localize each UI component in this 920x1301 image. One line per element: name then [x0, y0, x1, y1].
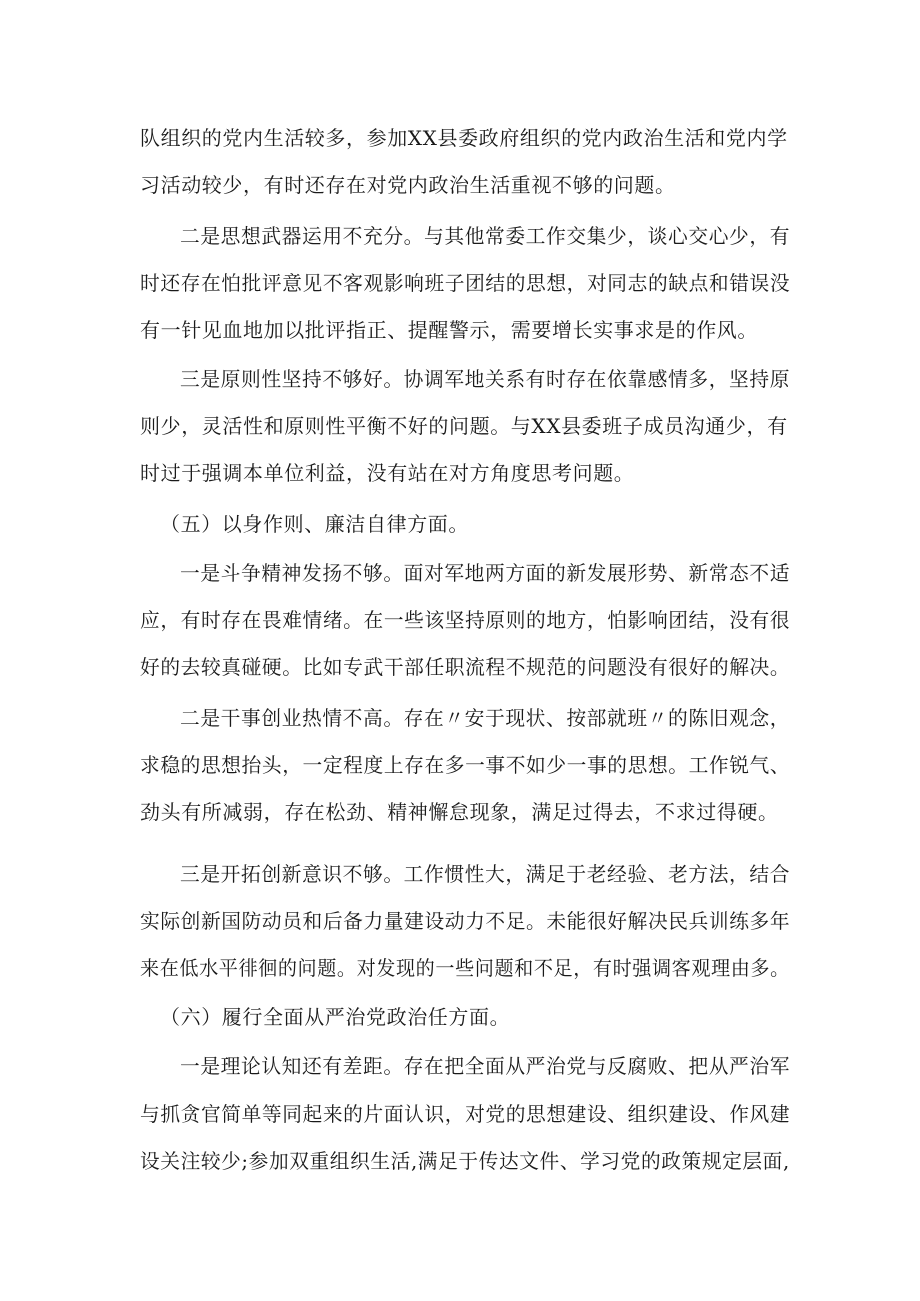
- section-heading: （六）履行全面从严治党政治任方面。: [160, 1005, 511, 1029]
- text-line: 设关注较少;参加双重组织生活,满足于传达文件、学习党的政策规定层面,: [140, 1149, 790, 1173]
- text-line: 习活动较少，有时还存在对党内政治生活重视不够的问题。: [140, 173, 676, 197]
- text-line: 来在低水平徘徊的问题。对发现的一些问题和不足，有时强调客观理由多。: [140, 956, 790, 980]
- text-line: 二是思想武器运用不充分。与其他常委工作交集少，谈心交心少，有: [180, 224, 791, 248]
- text-line: 时还存在怕批评意见不客观影响班子团结的思想，对同志的缺点和错误没: [140, 271, 791, 295]
- text-line: 劲头有所减弱，存在松劲、精神懈怠现象，满足过得去，不求过得硬。: [140, 800, 779, 824]
- text-line: 队组织的党内生活较多，参加XX县委政府组织的党内政治生活和党内学: [140, 126, 788, 150]
- text-line: 一是理论认知还有差距。存在把全面从严治党与反腐败、把从严治军: [180, 1054, 791, 1078]
- text-line: 则少，灵活性和原则性平衡不好的问题。与XX县委班子成员沟通少，有: [140, 414, 788, 438]
- text-line: 有一针见血地加以批评指正、提醒警示，需要增长实事求是的作风。: [140, 318, 758, 342]
- text-line: 实际创新国防动员和后备力量建设动力不足。未能很好解决民兵训练多年: [140, 909, 791, 933]
- text-line: 与抓贪官简单等同起来的片面认识，对党的思想建设、组织建设、作风建: [140, 1102, 791, 1126]
- text-line: 三是原则性坚持不够好。协调军地关系有时存在依靠感情多，坚持原: [180, 367, 791, 391]
- text-line: 求稳的思想抬头，一定程度上存在多一事不如少一事的思想。工作锐气、: [140, 753, 791, 777]
- text-line: 二是干事创业热情不高。存在〃安于现状、按部就班〃的陈旧观念，: [180, 706, 791, 730]
- text-line: 一是斗争精神发扬不够。面对军地两方面的新发展形势、新常态不适: [180, 561, 791, 585]
- text-line: 时过于强调本单位利益，没有站在对方角度思考问题。: [140, 461, 635, 485]
- text-line: 三是开拓创新意识不够。工作惯性大，满足于老经验、老方法，结合: [180, 862, 791, 886]
- section-heading: （五）以身作则、廉洁自律方面。: [160, 512, 469, 536]
- text-line: 应，有时存在畏难情绪。在一些该坚持原则的地方，怕影响团结，没有很: [140, 608, 791, 632]
- text-line: 好的去较真碰硬。比如专武干部任职流程不规范的问题没有很好的解决。: [140, 655, 791, 679]
